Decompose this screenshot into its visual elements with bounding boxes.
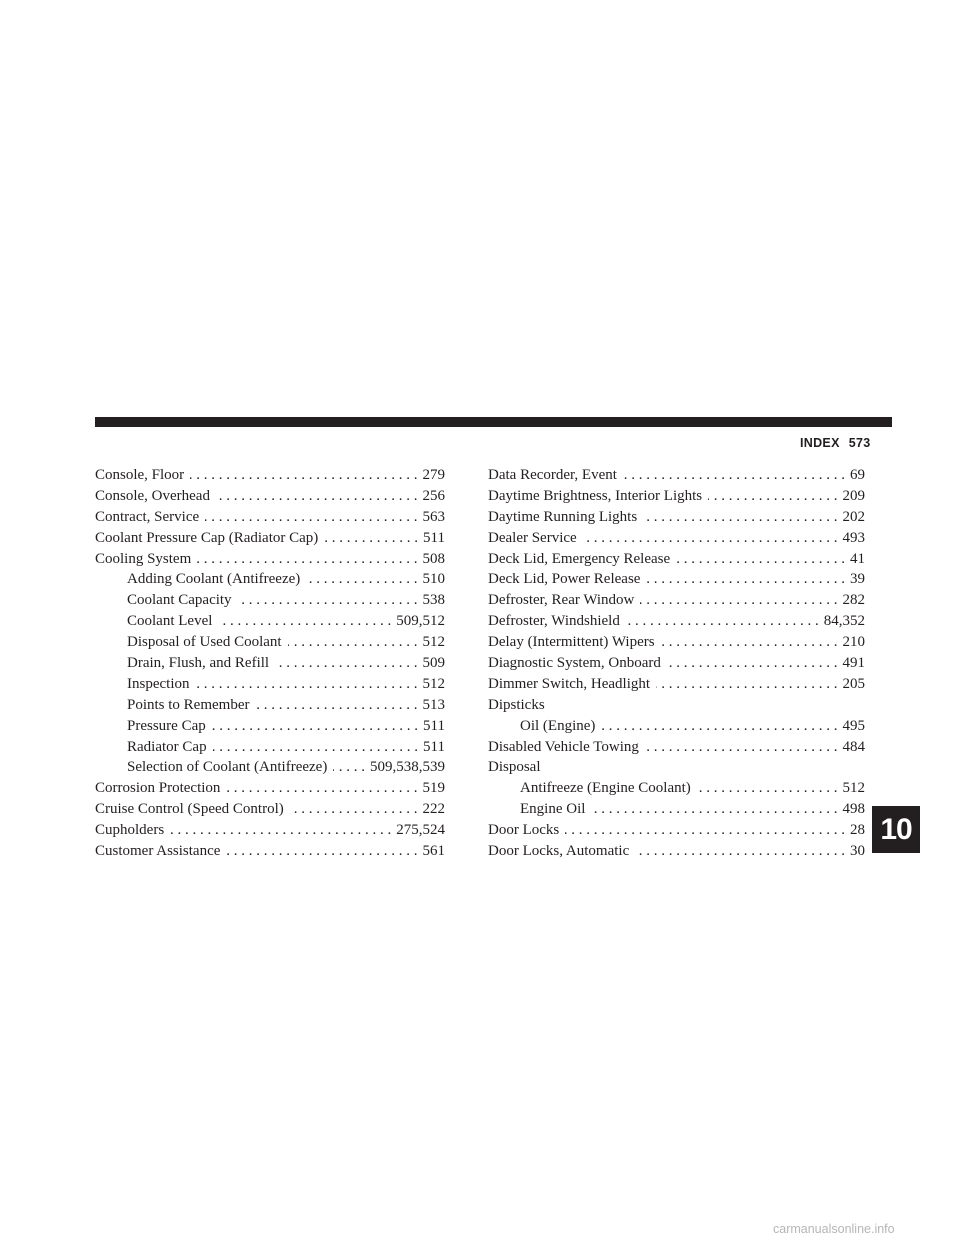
- index-entry-page: 28: [850, 822, 865, 839]
- index-entry-label: Cruise Control (Speed Control): [95, 801, 284, 818]
- index-entry-page: 202: [842, 508, 865, 525]
- index-entry-label: Data Recorder, Event: [488, 467, 617, 483]
- index-entry: [488, 778, 865, 799]
- index-entry-label: Defroster, Rear Window: [488, 592, 635, 609]
- index-entry-label: Corrosion Protection: [95, 780, 221, 797]
- index-entry-page: 30: [850, 843, 865, 860]
- index-entry-label: Door Locks, Automatic: [488, 843, 630, 860]
- dot-leader: [306, 569, 417, 590]
- index-entry-page: 282: [842, 592, 865, 609]
- index-entry: [488, 590, 865, 611]
- index-entry-page: 509,538,539: [370, 759, 445, 776]
- index-entry-page: 222: [422, 801, 445, 818]
- index-entry-label: Coolant Pressure Cap (Radiator Cap): [95, 529, 319, 546]
- index-entry: [488, 632, 865, 653]
- index-entry: [488, 841, 865, 862]
- dot-leader: [216, 486, 418, 507]
- index-entry-label: Defroster, Windshield: [488, 613, 620, 630]
- index-entry-page: 498: [842, 801, 865, 818]
- index-entry-page: 511: [423, 529, 445, 546]
- index-entry-page: 493: [842, 529, 865, 546]
- chapter-tab: 10: [872, 806, 920, 853]
- index-entry-page: 279: [422, 467, 445, 483]
- index-column-right: [488, 465, 865, 862]
- index-entry-label: Drain, Flush, and Refill: [127, 655, 270, 672]
- dot-leader: [218, 611, 391, 632]
- index-entry-page: 538: [422, 592, 445, 609]
- index-entry-label: Dipsticks: [488, 696, 545, 713]
- index-entry-page: 511: [423, 717, 445, 734]
- dot-leader: [238, 590, 418, 611]
- index-entry-page: 69: [850, 467, 865, 483]
- dot-leader: [197, 549, 417, 570]
- running-header: [800, 436, 870, 450]
- header-label: INDEX: [800, 436, 840, 450]
- index-entry: [488, 528, 865, 549]
- index-entry: [95, 737, 445, 758]
- dot-leader: [213, 737, 418, 758]
- index-entry: [488, 507, 865, 528]
- index-entry: [488, 653, 865, 674]
- index-entry: [488, 716, 865, 737]
- index-entry-page: 512: [842, 780, 865, 797]
- dot-leader: [333, 757, 365, 778]
- index-entry-page: 519: [422, 780, 445, 797]
- index-entry-page: 508: [422, 550, 445, 567]
- dot-leader: [256, 695, 418, 716]
- index-entry-label: Deck Lid, Power Release: [488, 571, 641, 588]
- index-entry-label: Console, Overhead: [95, 487, 210, 504]
- index-entry-label: Adding Coolant (Antifreeze): [127, 571, 301, 588]
- index-entry: [488, 549, 865, 570]
- index-entry-label: Inspection: [127, 675, 190, 692]
- index-entry-label: Engine Oil: [520, 801, 586, 818]
- index-entry: [95, 611, 445, 632]
- index-entry-label: Coolant Level: [127, 613, 213, 630]
- watermark: carmanualsonline.info: [773, 1222, 895, 1236]
- dot-leader: [565, 820, 845, 841]
- dot-leader: [226, 778, 417, 799]
- index-entry-label: Door Locks: [488, 822, 560, 839]
- index-entry: [95, 653, 445, 674]
- index-entry-page: 561: [422, 843, 445, 860]
- index-entry: [95, 820, 445, 841]
- index-entry-page: 512: [422, 634, 445, 651]
- index-entry-page: 495: [842, 717, 865, 734]
- index-entry-page: 512: [422, 675, 445, 692]
- dot-leader: [643, 507, 837, 528]
- dot-leader: [226, 841, 417, 862]
- index-entry: [95, 528, 445, 549]
- dot-leader: [656, 674, 837, 695]
- dot-leader: [290, 799, 418, 820]
- dot-leader: [661, 632, 838, 653]
- dot-leader: [635, 841, 845, 862]
- dot-leader: [708, 486, 837, 507]
- index-entry: [488, 611, 865, 632]
- index-entry-page: 84,352: [823, 613, 865, 630]
- dot-leader: [601, 716, 837, 737]
- index-entry: [95, 465, 445, 486]
- index-entry-label: Cooling System: [95, 550, 192, 567]
- index-entry: [95, 549, 445, 570]
- dot-leader: [190, 465, 417, 486]
- dot-leader: [170, 820, 391, 841]
- index-entry-page: 39: [850, 571, 865, 588]
- index-entry: [95, 695, 445, 716]
- index-entry-label: Daytime Brightness, Interior Lights: [488, 487, 703, 504]
- index-entry-label: Deck Lid, Emergency Release: [488, 550, 671, 567]
- index-entry-label: Delay (Intermittent) Wipers: [488, 634, 655, 651]
- index-entry: [95, 507, 445, 528]
- index-column-left: [95, 465, 445, 862]
- index-entry: [95, 486, 445, 507]
- index-entry: [488, 757, 865, 778]
- dot-leader: [205, 507, 417, 528]
- index-entry-page: 563: [422, 508, 445, 525]
- index-entry: [95, 799, 445, 820]
- index-entry-page: 210: [842, 634, 865, 651]
- header-page-number: 573: [848, 436, 871, 450]
- index-entry-page: 275,524: [396, 822, 445, 839]
- dot-leader: [626, 611, 819, 632]
- index-entry: [95, 632, 445, 653]
- index-entry-label: Dealer Service: [488, 529, 577, 546]
- index-entry-page: 491: [842, 655, 865, 672]
- index-entry-label: Customer Assistance: [95, 843, 221, 860]
- dot-leader: [195, 674, 417, 695]
- index-entry: [488, 465, 865, 486]
- dot-leader: [212, 716, 418, 737]
- index-entry-label: Disposal of Used Coolant: [127, 634, 282, 651]
- dot-leader: [275, 653, 417, 674]
- index-entry-label: Coolant Capacity: [127, 592, 232, 609]
- index-entry-label: Radiator Cap: [127, 738, 207, 755]
- dot-leader: [583, 528, 838, 549]
- index-entry: [488, 799, 865, 820]
- index-entry-page: 256: [422, 487, 445, 504]
- index-entry-page: 511: [423, 738, 445, 755]
- dot-leader: [676, 549, 845, 570]
- dot-leader: [646, 569, 845, 590]
- index-entry-label: Disposal: [488, 759, 541, 776]
- dot-leader: [667, 653, 838, 674]
- index-entry-page: 41: [850, 550, 865, 567]
- index-entry-label: Pressure Cap: [127, 717, 206, 734]
- index-entry-label: Contract, Service: [95, 508, 200, 525]
- index-entry: [95, 569, 445, 590]
- index-entry: [488, 674, 865, 695]
- dot-leader: [645, 737, 838, 758]
- dot-leader: [288, 632, 418, 653]
- header-rule: [95, 417, 892, 427]
- index-entry-page: 209: [842, 487, 865, 504]
- index-entry: [95, 590, 445, 611]
- dot-leader: [591, 799, 837, 820]
- index-entry-page: 510: [422, 571, 445, 588]
- index-entry-label: Selection of Coolant (Antifreeze): [127, 759, 328, 776]
- index-entry-page: 509: [422, 655, 445, 672]
- index-entry: [488, 486, 865, 507]
- index-entry-label: Points to Remember: [127, 696, 250, 713]
- index-entry: [95, 757, 445, 778]
- index-entry-page: 205: [842, 675, 865, 692]
- index-entry: [95, 841, 445, 862]
- index-entry: [488, 737, 865, 758]
- index-entry-label: Antifreeze (Engine Coolant): [520, 780, 691, 797]
- index-entry-label: Dimmer Switch, Headlight: [488, 675, 651, 692]
- index-entry-label: Console, Floor: [95, 467, 185, 483]
- index-entry-label: Disabled Vehicle Towing: [488, 738, 639, 755]
- dot-leader: [697, 778, 838, 799]
- dot-leader: [640, 590, 837, 611]
- index-entry: [95, 674, 445, 695]
- index-entry: [95, 778, 445, 799]
- index-entry-label: Diagnostic System, Onboard: [488, 655, 661, 672]
- index-entry: [488, 820, 865, 841]
- index-entry-label: Daytime Running Lights: [488, 508, 638, 525]
- index-entry-label: Cupholders: [95, 822, 165, 839]
- index-entry-page: 484: [842, 738, 865, 755]
- index-entry: [488, 569, 865, 590]
- index-entry-page: 509,512: [396, 613, 445, 630]
- dot-leader: [324, 528, 418, 549]
- index-entry-page: 513: [422, 696, 445, 713]
- index-entry: [488, 695, 865, 716]
- index-entry-label: Oil (Engine): [520, 717, 596, 734]
- dot-leader: [623, 465, 845, 486]
- index-entry: [95, 716, 445, 737]
